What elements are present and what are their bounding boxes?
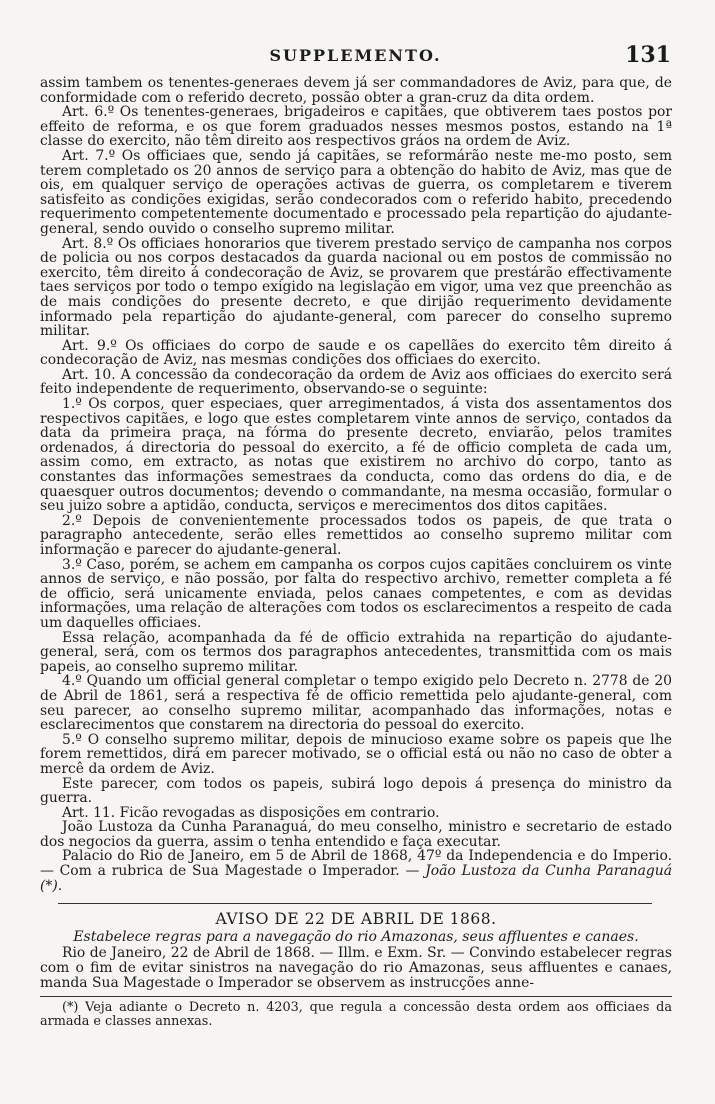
paragraph: Art. 8.º Os officiaes honorarios que tiverem prestado serviço de campanha nos corpos de policia ou nos corpos destacados da guarda nacional ou em postos de commissão no exercito, têm direito á condecoração de Aviz, se provarem que prestárão effectivamente taes serviços por todo o tempo exigido na legislação em vigor, uma vez que preenchão as de mais condições do presente decreto, e que dirijão requerimento devidamente informado pela repartição do ajudante-general, com parecer do conselho supremo militar. [40,235,672,340]
closing-paragraph [40,849,672,893]
closing-text: Palacio do Rio de Janeiro, em 5 de Abril de 1868, 47º da Independencia e do Imperio. — Com a rubrica de Sua Magestade o Imperador. — [40,848,672,880]
paragraph: Art. 9.º Os officiaes do corpo de saude e os capellães do exercito têm direito á condecoração de Aviz, nas mesmas condições dos officiaes do exercito. [40,337,672,369]
page-body [40,76,672,1029]
paragraph: Essa relação, acompanhada da fé de officio extrahida na repartição do ajudante-general, será, com os termos dos paragraphos antecedentes, transmittida com os mais papeis, ao conselho supremo militar. [40,629,672,675]
section-divider [58,903,652,904]
aviso-paragraph: Rio de Janeiro, 22 de Abril de 1868. — Illm. e Exm. Sr. — Convindo estabelecer regras com o fim de evitar sinistros na navegação do rio Amazonas, seus affluentes e canaes, manda Sua Magestade o Imperador se observem as instrucções anne- [40,945,672,991]
paragraph: 5.º O conselho supremo militar, depois de minucioso exame sobre os papeis que lhe forem remettidos, dirá em parecer motivado, se o official está ou não no caso de obter a mercê da ordem de Aviz. [40,731,672,777]
aviso-subtitle: Estabelece regras para a navegação do rio Amazonas, seus affluentes e canaes. [73,928,639,945]
paragraph: Art. 6.º Os tenentes-generaes, brigadeiros e capitães, que obtiverem taes postos por effeito de reforma, e os que forem graduados nesses mesmos postos, estando na 1ª classe do exercito, não têm direito aos respectivos gráos na ordem de Aviz. [40,104,672,150]
paragraph: assim tambem os tenentes-generaes devem já ser commandadores de Aviz, para que, de conformidade com o referido decreto, possão obter a gran-cruz da dita ordem. [40,75,672,106]
page-header [40,42,671,70]
paragraph: Este parecer, com todos os papeis, subirá logo depois á presença do ministro da guerra. [40,775,672,807]
paragraph: Art. 7.º Os officiaes que, sendo já capitães, se reformárão neste me-mo posto, sem terem completado os 20 annos de serviço para a obtenção do habito de Aviz, mas que de ois, em qualquer serviço de operações activas de guerra, os completarem e tiverem satisfeito as condições exigidas, serão condecorados com o referido habito, precedendo requerimento competentemente documentado e processado pela repartição do ajudante-general, sendo ouvido o conselho supremo militar. [40,147,672,237]
paragraph: 2.º Depois de convenientemente processados todos os papeis, de que trata o paragrapho antecedente, serão elles remettidos ao conselho supremo militar com informação e parecer do ajudante-general. [40,512,672,558]
paragraph: 3.º Caso, porém, se achem em campanha os corpos cujos capitães concluirem os vinte annos de serviço, e não possão, por falta do respectivo archivo, remetter completa a fé de officio, será unicamente enviada, pelos canaes competentes, e com as devidas informações, uma relação de alterações com todos os esclarecimentos a respeito de cada um daquelles officiaes. [40,556,672,631]
footnote-divider [40,996,672,997]
paragraph: 1.º Os corpos, quer especiaes, quer arregimentados, á vista dos assentamentos dos respectivos capitães, e logo que estes completarem vinte annos de serviço, contados da data da primeira praça, na fórma do presente decreto, enviarão, pelos tramites ordenados, á directoria do pessoal do exercito, a fé de officio completa de cada um, assim como, em extracto, as notas que existirem no archivo do corpo, tanto as constantes das informações semestraes da conducta, como das ordens do dia, e de quaesquer outros documentos; devendo o commandante, na mesma occasião, formular o seu juizo sobre a aptidão, conducta, serviços e merecimentos dos ditos capitães. [40,396,672,515]
paragraph: João Lustoza da Cunha Paranaguá, do meu conselho, ministro e secretario de estado dos negocios da guerra, assim o tenha entendido e faça executar. [40,819,672,850]
signature: João Lustoza da Cunha Paranaguá (*). [40,863,672,894]
aviso-title: AVISO DE 22 DE ABRIL DE 1868. [215,910,497,929]
page-number: 131 [625,42,671,68]
footnote: (*) Veja adiante o Decreto n. 4203, que regula a concessão desta ordem aos officiaes da armada e classes annexas. [40,1000,672,1030]
running-title: SUPPLEMENTO. [269,46,442,65]
paragraph: 4.º Quando um official general completar o tempo exigido pelo Decreto n. 2778 de 20 de Abril de 1861, será a respectiva fé de officio remettida pelo ajudante-general, com seu parecer, ao conselho supremo militar, acompanhado das informações, notas e esclarecimentos que constarem na directoria do pessoal do exercito. [40,673,672,734]
paragraph: Art. 10. A concessão da condecoração da ordem de Aviz aos officiaes do exercito será feito independente de requerimento, observando-se o seguinte: [40,366,672,398]
paragraph: Art. 11. Ficão revogadas as disposições em contrario. [62,804,440,821]
